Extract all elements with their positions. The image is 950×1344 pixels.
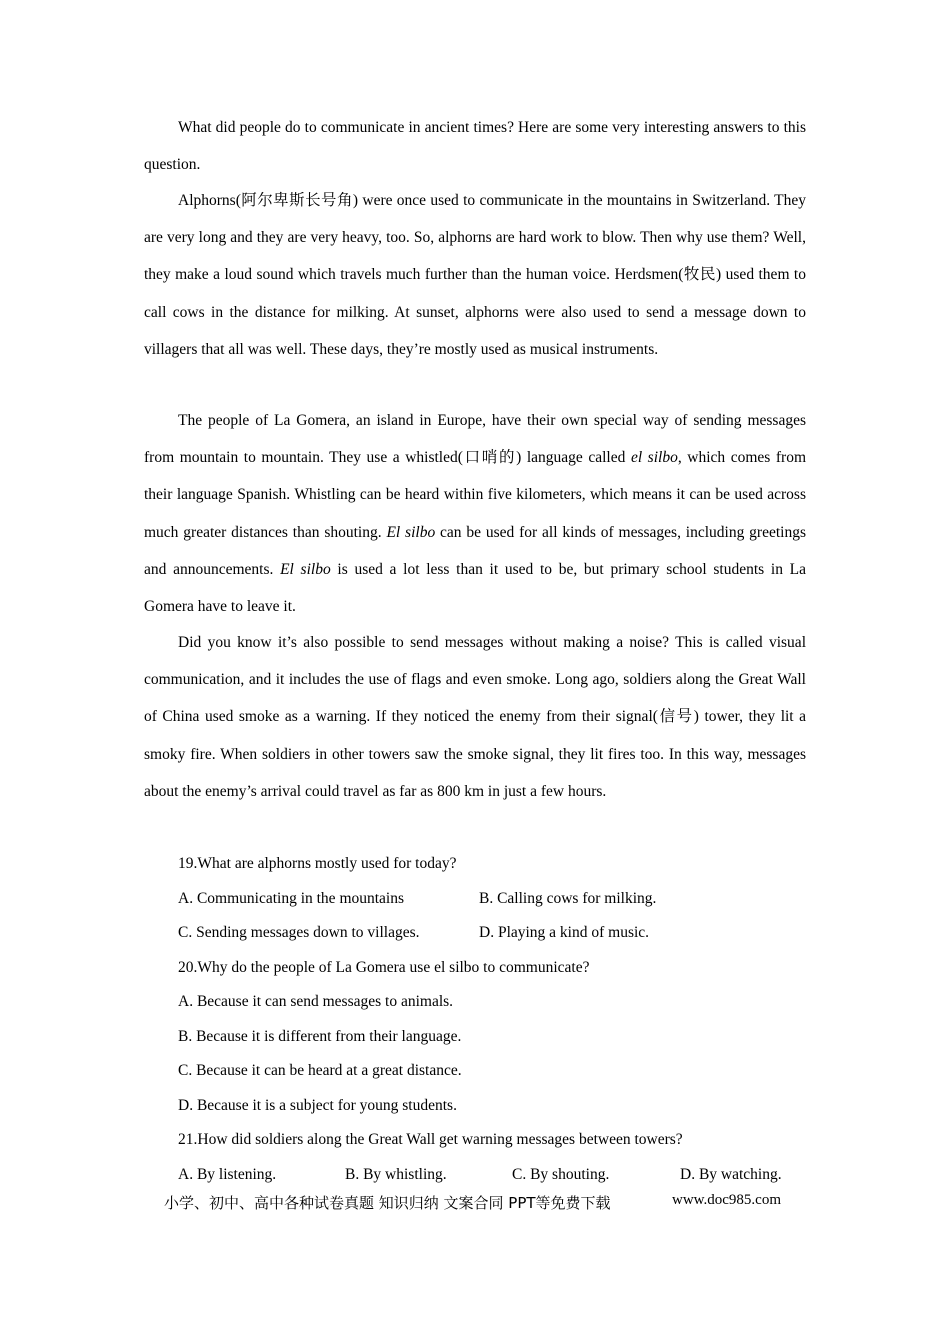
question-19-stem: 19.What are alphorns mostly used for today? [178, 855, 457, 872]
question-20-option-b: B. Because it is different from their language. [178, 1028, 462, 1045]
question-19-option-d: D. Playing a kind of music. [479, 924, 650, 941]
question-21-stem: 21.How did soldiers along the Great Wall get warning messages between towers? [178, 1131, 683, 1148]
question-19-option-a: A. Communicating in the mountains [178, 890, 405, 907]
question-20-option-d: D. Because it is a subject for young students. [178, 1097, 457, 1114]
italic-term: El silbo [386, 523, 436, 541]
paragraph-text: , which comes from their language Spanish. Whistling can be heard within five kilometers, which means it can be used across much greater distances than shouting. [144, 449, 807, 541]
passage-paragraph-3 [144, 402, 806, 625]
question-20-option-c: C. Because it can be heard at a great distance. [178, 1062, 462, 1079]
passage-paragraph-4 [144, 624, 806, 810]
question-21-option-a: A. By listening. [178, 1166, 277, 1183]
passage-paragraph-2 [144, 182, 806, 368]
question-20-option-a: A. Because it can send messages to animals. [178, 993, 454, 1010]
question-19-option-b: B. Calling cows for milking. [479, 890, 657, 907]
italic-term: el silbo [630, 449, 678, 467]
paragraph-text: What did people do to communicate in ancient times? Here are some very interesting answers to this question. [144, 119, 806, 174]
passage-paragraph-1 [144, 109, 806, 183]
paragraph-text: Alphorns(阿尔卑斯长号角) were once used to communicate in the mountains in Switzerland. They are very long and they are very heavy, too. So, alphorns are hard work to blow. Then why use them? Well, they make a loud sound which travels much further than the human voice. Herdsmen(牧民) used them to call cows in the distance for milking. At sunset, alphorns were also used to send a message down to villagers that all was well. These days, they’re mostly used as musical instruments. [144, 192, 806, 358]
footer-website-link[interactable]: www.doc985.com [672, 1192, 782, 1208]
question-21-option-b: B. By whistling. [345, 1166, 447, 1183]
paragraph-text: Did you know it’s also possible to send messages without making a noise? This is called visual communication, and it includes the use of flags and even smoke. Long ago, soldiers along the Great Wall of China used smoke as a warning. If they noticed the enemy from their signal(信号) tower, they lit a smoky fire. When soldiers in other towers saw the smoke signal, they lit fires too. In this way, messages about the enemy’s arrival could travel as far as 800 km in just a few hours. [144, 634, 806, 800]
italic-term: El silbo [280, 560, 331, 578]
question-21-option-c: C. By shouting. [512, 1166, 610, 1183]
question-20-stem: 20.Why do the people of La Gomera use el silbo to communicate? [178, 959, 590, 976]
question-19-option-c: C. Sending messages down to villages. [178, 924, 420, 941]
paragraph-text: can be used for all kinds of messages, including greetings and announcements. [144, 523, 806, 578]
paragraph-text: The people of La Gomera, an island in Europe, have their own special way of sending messages from mountain to mountain. They use a whistled(口哨的) language called [144, 412, 806, 467]
footer-promo-text: 小学、初中、高中各种试卷真题 知识归纳 文案合同 PPT等免费下载 [164, 1194, 611, 1212]
question-21-option-d: D. By watching. [680, 1166, 782, 1183]
paragraph-text: is used a lot less than it used to be, but primary school students in La Gomera have to leave it. [144, 560, 806, 616]
